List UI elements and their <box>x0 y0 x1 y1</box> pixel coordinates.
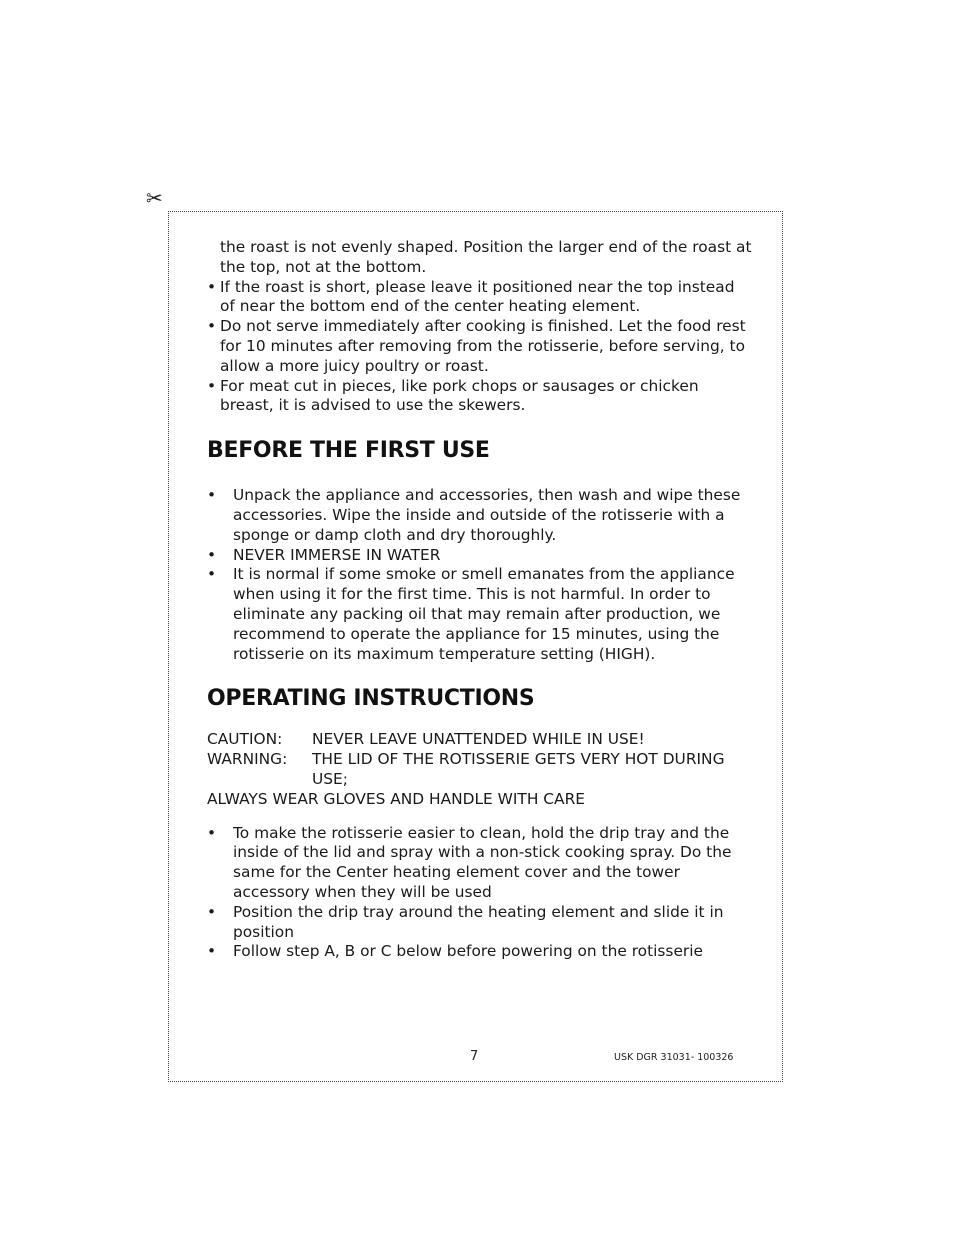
scissors-icon: ✂ <box>146 186 163 210</box>
operating-list <box>207 824 752 963</box>
tips-continued-text: the roast is not evenly shaped. Position the larger end of the roast at the top, not at the bottom. <box>220 238 752 276</box>
page-number: 7 <box>470 1049 479 1064</box>
warnings-block <box>207 730 752 809</box>
list-item: • If the roast is short, please leave it positioned near the top instead of near the bottom end of the center heating element. <box>207 278 752 318</box>
document-code: USK DGR 31031- 100326 <box>614 1052 734 1063</box>
caution-row <box>207 730 752 750</box>
caution-label: CAUTION: <box>207 730 283 749</box>
list-item: • Position the drip tray around the heating element and slide it in position <box>207 903 752 943</box>
page-content <box>207 238 752 962</box>
list-item: • Do not serve immediately after cooking is finished. Let the food rest for 10 minutes after removing from the rotisserie, before serving, to allow a more juicy poultry or roast. <box>207 317 752 376</box>
warning-row <box>207 750 752 790</box>
caution-text: NEVER LEAVE UNATTENDED WHILE IN USE! <box>312 730 645 749</box>
list-item: • To make the rotisserie easier to clean, hold the drip tray and the inside of the lid and spray with a non-stick cooking spray. Do the same for the Center heating element cover and the tower accessory when they will be used <box>207 824 752 903</box>
section-heading-operating: OPERATING INSTRUCTIONS <box>207 686 535 712</box>
list-item: • It is normal if some smoke or smell emanates from the appliance when using it for the first time. This is not harmful. In order to eliminate any packing oil that may remain after production, we recommend to operate the appliance for 15 minutes, using the rotisserie on its maximum temperature setting (HIGH). <box>207 565 752 664</box>
list-item: • Follow step A, B or C below before powering on the rotisserie <box>207 942 752 962</box>
first-use-list <box>207 486 752 664</box>
section-heading-first-use: BEFORE THE FIRST USE <box>207 438 490 464</box>
list-item: • NEVER IMMERSE IN WATER <box>207 546 752 566</box>
list-item: • For meat cut in pieces, like pork chops or sausages or chicken breast, it is advised to use the skewers. <box>207 377 752 417</box>
warning-text-continued: ALWAYS WEAR GLOVES AND HANDLE WITH CARE <box>207 789 585 808</box>
warning-text: THE LID OF THE ROTISSERIE GETS VERY HOT DURING USE; <box>312 750 725 788</box>
warning-label: WARNING: <box>207 750 288 769</box>
tips-list <box>207 278 752 417</box>
list-item: • Unpack the appliance and accessories, then wash and wipe these accessories. Wipe the inside and outside of the rotisserie with a sponge or damp cloth and dry thoroughly. <box>207 486 752 545</box>
